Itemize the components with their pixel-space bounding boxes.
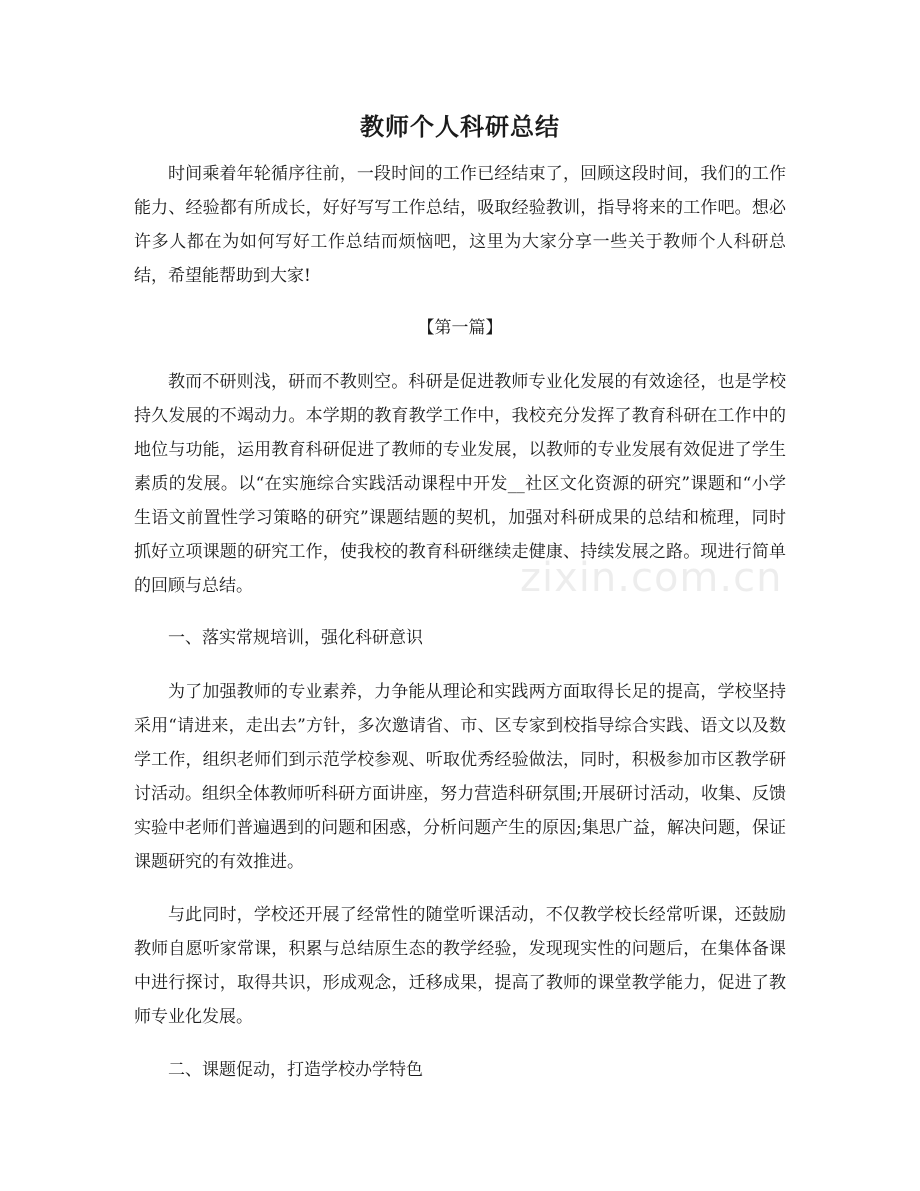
- paragraph-2: 为了加强教师的专业素养，力争能从理论和实践两方面取得长足的提高，学校坚持采用“请进来，走出去”方针，多次邀请省、市、区专家到校指导综合实践、语文以及数学工作，组织老师们到示范学校参观、听取优秀经验做法，同时，积极参加市区教学研讨活动。组织全体教师听科研方面讲座，努力营造科研氛围;开展研讨活动，收集、反馈实验中老师们普遍遇到的问题和困惑，分析问题产生的原因;集思广益，解决问题，保证课题研究的有效推进。: [134, 682, 786, 872]
- paragraph-1: 教而不研则浅，研而不教则空。科研是促进教师专业化发展的有效途径，也是学校持久发展的不竭动力。本学期的教育教学工作中，我校充分发挥了教育科研在工作中的地位与功能，运用教育科研促进了教师的专业发展，以教师的专业发展有效促进了学生素质的发展。以“在实施综合实践活动课程中开发__社区文化资源的研究”课题和“小学生语文前置性学习策略的研究”课题结题的契机，加强对科研成果的总结和梳理，同时抓好立项课题的研究工作，使我校的教育科研继续走健康、持续发展之路。现进行简单的回顾与总结。: [134, 372, 786, 596]
- document-title: 教师个人科研总结: [360, 112, 560, 141]
- intro-paragraph: 时间乘着年轮循序往前，一段时间的工作已经结束了，回顾这段时间，我们的工作能力、经验都有所成长，好好写写工作总结，吸取经验教训，指导将来的工作吧。想必许多人都在为如何写好工作总结而烦恼吧，这里为大家分享一些关于教师个人科研总结，希望能帮助到大家!: [134, 164, 786, 286]
- section-heading-2: 二、课题促动，打造学校办学特色: [168, 1060, 423, 1080]
- section-heading-1: 一、落实常规培训，强化科研意识: [168, 628, 423, 648]
- part-label: 【第一篇】: [417, 318, 503, 338]
- watermark-logo: zixin.com.cn: [520, 555, 783, 601]
- paragraph-3: 与此同时，学校还开展了经常性的随堂听课活动，不仅教学校长经常听课，还鼓励教师自愿听家常课，积累与总结原生态的教学经验，发现现实性的问题后，在集体备课中进行探讨，取得共识，形成观念，迁移成果，提高了教师的课堂教学能力，促进了教师专业化发展。: [134, 905, 786, 1027]
